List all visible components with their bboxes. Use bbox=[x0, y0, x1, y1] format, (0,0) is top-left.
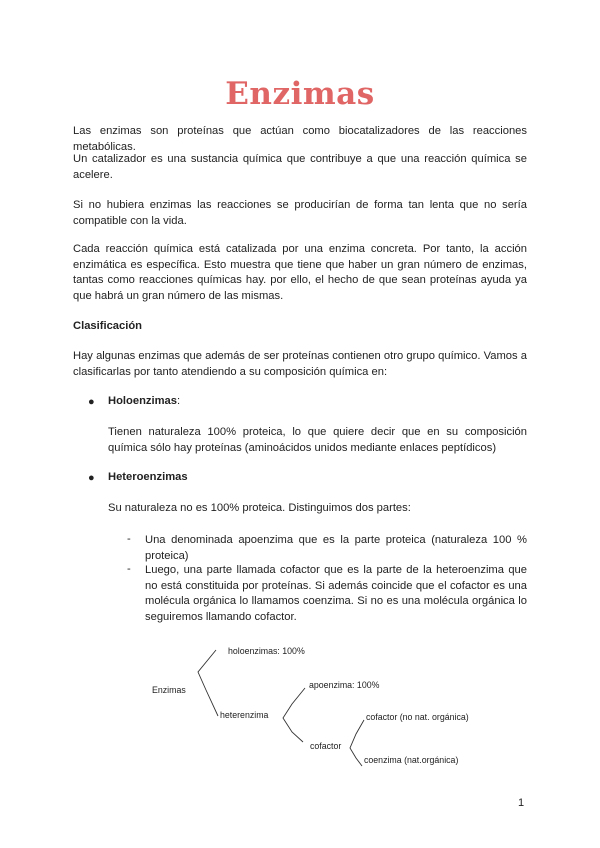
diagram-cofactor-inorg: cofactor (no nat. orgánica) bbox=[366, 712, 469, 722]
diagram-brace-cofactor bbox=[350, 720, 364, 766]
diagram-brace-hetero bbox=[283, 688, 305, 742]
paragraph-intro: Hay algunas enzimas que además de ser proteínas contienen otro grupo químico. Vamos a clasificarlas por tanto atendiendo a su composición química en: bbox=[73, 350, 527, 378]
diagram-coenzima: coenzima (nat.orgánica) bbox=[364, 755, 459, 765]
paragraph-sin-enzimas: Si no hubiera enzimas las reacciones se producirían de forma tan lenta que no sería compatible con la vida. bbox=[73, 199, 527, 227]
classification-diagram bbox=[140, 640, 480, 770]
heteroenzimas-part-cofactor: Luego, una parte llamada cofactor que es la parte de la heteroenzima que no está constituida por proteínas. Si además coincide que el cofactor es una molécula orgánica lo llamamos coenzima. Si no es una molécula orgánica lo seguiremos llamando cofactor. bbox=[145, 564, 527, 623]
section-heading: Clasificación bbox=[73, 320, 143, 332]
heteroenzimas-part-apoenzima: Una denominada apoenzima que es la parte proteica (naturaleza 100 % proteica) bbox=[145, 534, 527, 562]
diagram-holo: holoenzimas: 100% bbox=[228, 646, 305, 656]
page-title: Enzimas bbox=[225, 76, 375, 112]
paragraph-catalizador: Un catalizador es una sustancia química que contribuye a que una reacción química se acelere. bbox=[73, 153, 527, 181]
dash-icon: - bbox=[127, 533, 131, 545]
paragraph-especificidad: Cada reacción química está catalizada por una enzima concreta. Por tanto, la acción enzimática es específica. Esto muestra que tiene que haber un gran número de enzimas, tantas como reacciones químicas hay. por ello, el hecho de que sean proteínas ayuda ya que habrá un gran número de las mismas. bbox=[73, 243, 527, 302]
bullet-icon: ● bbox=[88, 472, 95, 484]
bullet-icon: ● bbox=[88, 396, 95, 408]
paragraph-definition: Las enzimas son proteínas que actúan como biocatalizadores de las reacciones metabólicas. bbox=[73, 125, 527, 153]
holoenzimas-text: Tienen naturaleza 100% proteica, lo que quiere decir que en su composición química sólo hay proteínas (aminoácidos unidos mediante enlaces peptídicos) bbox=[108, 426, 527, 454]
holoenzimas-heading bbox=[108, 395, 180, 407]
page-number: 1 bbox=[518, 797, 525, 809]
diagram-hetero: heterenzima bbox=[220, 710, 269, 720]
diagram-cofactor: cofactor bbox=[310, 741, 342, 751]
holoenzimas-colon: : bbox=[177, 395, 181, 407]
diagram-apo: apoenzima: 100% bbox=[309, 680, 380, 690]
diagram-brace-root bbox=[198, 650, 218, 716]
heteroenzimas-label: Heteroenzimas bbox=[108, 471, 188, 483]
diagram-root: Enzimas bbox=[152, 685, 186, 695]
heteroenzimas-text: Su naturaleza no es 100% proteica. Distinguimos dos partes: bbox=[108, 502, 411, 514]
holoenzimas-label: Holoenzimas bbox=[108, 395, 178, 407]
dash-icon: - bbox=[127, 563, 131, 575]
heteroenzimas-heading bbox=[108, 471, 188, 483]
